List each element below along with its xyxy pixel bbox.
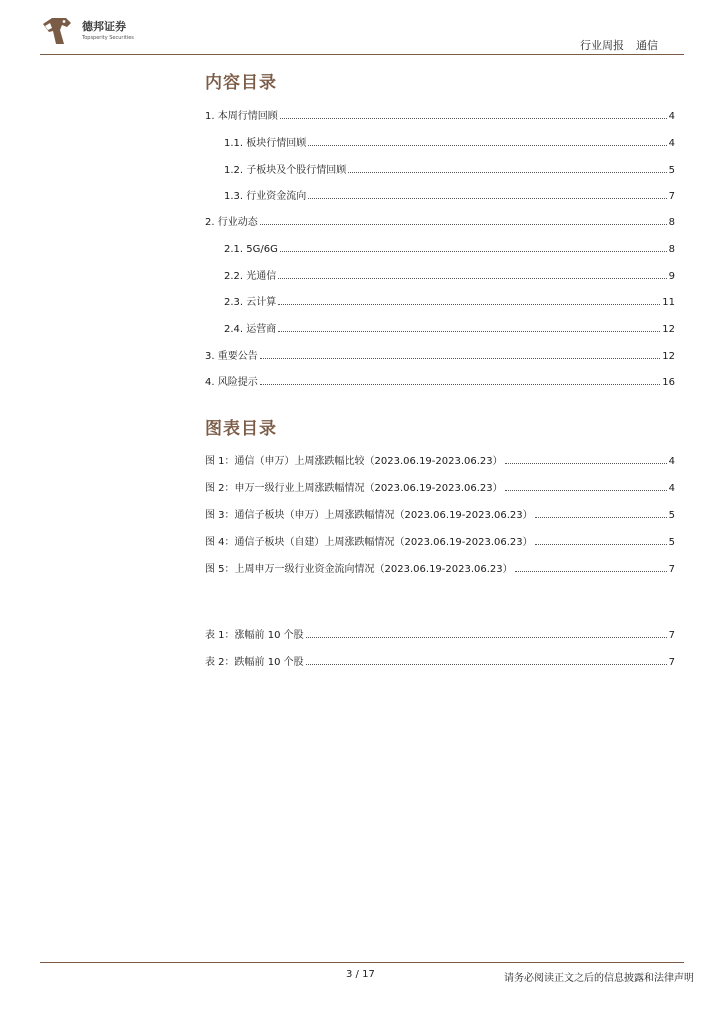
report-type: 行业周报 [580,39,624,52]
toc-entry-label: 4. 风险提示 [205,377,258,388]
toc-leader [260,224,667,225]
toc-entry-page: 16 [662,377,675,388]
toc-entry[interactable] [205,214,675,228]
toc-leader [260,384,661,385]
toc-entry[interactable] [224,135,675,149]
toc-leader [505,490,667,491]
figures-title: 图表目录 [205,419,277,439]
toc-entry-page: 4 [668,111,675,122]
toc-entry-label: 2.3. 云计算 [224,297,277,308]
figure-entry[interactable] [205,453,675,467]
figure-entry-page: 4 [668,483,675,494]
toc-entry-page: 9 [668,271,675,282]
page-number: 3 / 17 [346,969,375,980]
toc-entry-label: 1.3. 行业资金流向 [224,191,307,202]
figure-entry[interactable] [205,561,675,575]
table-entry-label: 表 2：跌幅前 10 个股 [205,657,304,668]
figure-entry-page: 7 [668,564,675,575]
toc-entry-label: 2.1. 5G/6G [224,244,278,255]
footer-divider [40,962,684,963]
toc-entry[interactable] [224,162,675,176]
toc-entry-page: 5 [668,165,675,176]
report-header-label [580,37,658,53]
toc-entry[interactable] [224,188,675,202]
toc-leader [280,251,667,252]
toc-entry[interactable] [224,321,675,335]
logo-english-name: Topsperity Securities [82,35,134,41]
toc-entry[interactable] [224,268,675,282]
toc-leader [308,198,666,199]
figure-entry[interactable] [205,480,675,494]
figure-entry-label: 图 4：通信子板块（自建）上周涨跌幅情况（2023.06.19-2023.06.23） [205,537,533,548]
table-entry[interactable] [205,654,675,668]
toc-entry-page: 8 [668,217,675,228]
toc-entry-page: 7 [668,191,675,202]
toc-entry-page: 8 [668,244,675,255]
figure-entry-label: 图 2：申万一级行业上周涨跌幅情况（2023.06.19-2023.06.23） [205,483,503,494]
toc-leader [306,664,667,665]
toc-entry[interactable] [224,241,675,255]
toc-entry-page: 11 [662,297,675,308]
figure-entry[interactable] [205,534,675,548]
figure-entry-page: 4 [668,456,675,467]
toc-entry-label: 2.2. 光通信 [224,271,277,282]
toc-leader [278,278,666,279]
toc-leader [280,118,667,119]
figure-entry-label: 图 5：上周申万一级行业资金流向情况（2023.06.19-2023.06.23） [205,564,513,575]
toc-leader [308,145,666,146]
toc-entry[interactable] [205,348,675,362]
header-divider [40,54,684,55]
topsperity-logo-icon [40,14,74,48]
table-entry-label: 表 1：涨幅前 10 个股 [205,630,304,641]
company-logo [40,14,150,48]
toc-leader [306,637,667,638]
figure-entry[interactable] [205,507,675,521]
toc-entry[interactable] [224,294,675,308]
figure-entry-label: 图 1：通信（申万）上周涨跌幅比较（2023.06.19-2023.06.23） [205,456,503,467]
toc-leader [505,463,667,464]
table-entry-page: 7 [668,630,675,641]
toc-entry-label: 1.2. 子板块及个股行情回顾 [224,165,347,176]
toc-leader [515,571,667,572]
figure-entry-label: 图 3：通信子板块（申万）上周涨跌幅情况（2023.06.19-2023.06.23） [205,510,533,521]
toc-entry-label: 3. 重要公告 [205,351,258,362]
toc-entry-label: 2.4. 运营商 [224,324,277,335]
toc-leader [348,172,666,173]
toc-title: 内容目录 [205,73,277,93]
toc-entry[interactable] [205,374,675,388]
industry-label: 通信 [636,39,658,52]
table-entry-page: 7 [668,657,675,668]
logo-chinese-name: 德邦证券 [82,20,126,33]
table-entry[interactable] [205,627,675,641]
toc-leader [535,544,667,545]
toc-entry-page: 4 [668,138,675,149]
toc-entry-page: 12 [662,324,675,335]
figure-entry-page: 5 [668,537,675,548]
toc-entry-label: 2. 行业动态 [205,217,258,228]
toc-leader [278,331,660,332]
toc-entry[interactable] [205,108,675,122]
figure-entry-page: 5 [668,510,675,521]
toc-entry-label: 1.1. 板块行情回顾 [224,138,307,149]
toc-leader [260,358,661,359]
legal-disclaimer: 请务必阅读正文之后的信息披露和法律声明 [504,973,694,984]
toc-entry-label: 1. 本周行情回顾 [205,111,278,122]
toc-entry-page: 12 [662,351,675,362]
toc-leader [278,304,660,305]
toc-leader [535,517,667,518]
